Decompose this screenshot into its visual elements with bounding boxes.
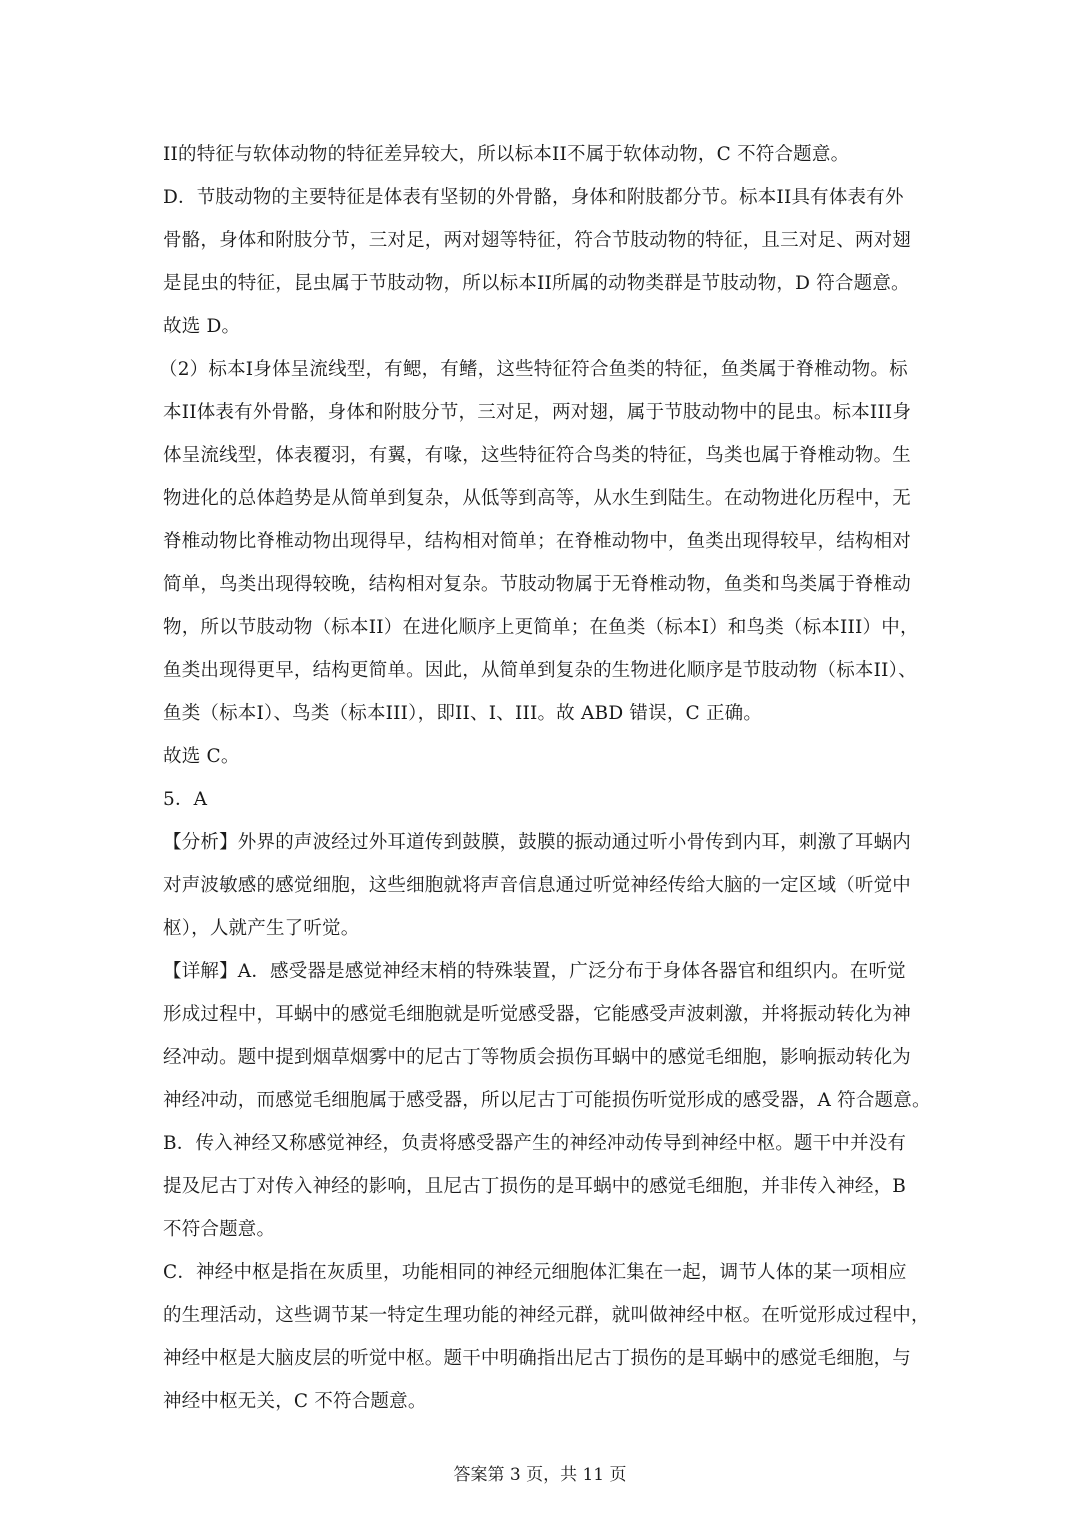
text-line: 故选 C。 <box>163 746 240 767</box>
question-number: 5．A <box>163 789 208 810</box>
page-footer: 答案第 3 页，共 11 页 <box>453 1465 627 1485</box>
text-line: 鱼类出现得更早，结构更简单。因此，从简单到复杂的生物进化顺序是节肢动物（标本II）、 <box>163 660 917 681</box>
text-line: 神经中枢无关，C 不符合题意。 <box>163 1391 427 1412</box>
text-line: 【分析】外界的声波经过外耳道传到鼓膜，鼓膜的振动通过听小骨传到内耳，刺激了耳蜗内 <box>163 832 912 853</box>
text-line: 提及尼古丁对传入神经的影响，且尼古丁损伤的是耳蜗中的感觉毛细胞，并非传入神经，B <box>163 1176 907 1197</box>
text-line: 枢），人就产生了听觉。 <box>163 918 360 939</box>
text-line: 物进化的总体趋势是从简单到复杂，从低等到高等，从水生到陆生。在动物进化历程中，无 <box>163 488 912 509</box>
text-line: 形成过程中，耳蜗中的感觉毛细胞就是听觉感受器，它能感受声波刺激，并将振动转化为神 <box>163 1004 912 1025</box>
text-line: 神经冲动，而感觉毛细胞属于感受器，所以尼古丁可能损伤听觉形成的感受器，A 符合题意。 <box>163 1090 931 1111</box>
text-line: 体呈流线型，体表覆羽，有翼，有喙，这些特征符合鸟类的特征，鸟类也属于脊椎动物。生 <box>163 445 912 466</box>
text-line: 骨骼，身体和附肢分节，三对足，两对翅等特征，符合节肢动物的特征，且三对足、两对翅 <box>163 230 912 251</box>
text-line: D．节肢动物的主要特征是体表有坚韧的外骨骼，身体和附肢都分节。标本II具有体表有外 <box>163 187 904 208</box>
text-line: 脊椎动物比脊椎动物出现得早，结构相对简单；在脊椎动物中，鱼类出现得较早，结构相对 <box>163 531 912 552</box>
text-line: 鱼类（标本I）、鸟类（标本III），即II、I、III。故 ABD 错误，C 正确。 <box>163 703 763 724</box>
text-line: 的生理活动，这些调节某一特定生理功能的神经元群，就叫做神经中枢。在听觉形成过程中， <box>163 1305 930 1326</box>
text-line: 本II体表有外骨骼，身体和附肢分节，三对足，两对翅，属于节肢动物中的昆虫。标本III身 <box>163 402 912 423</box>
text-line: 不符合题意。 <box>163 1219 276 1240</box>
answer-text-body <box>159 133 931 1423</box>
text-line: 对声波敏感的感觉细胞，这些细胞就将声音信息通过听觉神经传给大脑的一定区域（听觉中 <box>163 875 912 896</box>
text-line: 简单，鸟类出现得较晚，结构相对复杂。节肢动物属于无脊椎动物，鱼类和鸟类属于脊椎动 <box>163 574 912 595</box>
text-line: 经冲动。题中提到烟草烟雾中的尼古丁等物质会损伤耳蜗中的感觉毛细胞，影响振动转化为 <box>163 1047 912 1068</box>
text-line: 【详解】A．感受器是感觉神经末梢的特殊装置，广泛分布于身体各器官和组织内。在听觉 <box>163 961 906 982</box>
text-line: 物，所以节肢动物（标本II）在进化顺序上更简单；在鱼类（标本I）和鸟类（标本III）中， <box>163 617 919 638</box>
text-line: 故选 D。 <box>163 316 241 337</box>
text-line: II的特征与软体动物的特征差异较大，所以标本II不属于软体动物，C 不符合题意。 <box>163 144 850 165</box>
text-line: （2）标本I身体呈流线型，有鳃，有鳍，这些特征符合鱼类的特征，鱼类属于脊椎动物。标 <box>159 359 908 380</box>
text-line: B．传入神经又称感觉神经，负责将感受器产生的神经冲动传导到神经中枢。题干中并没有 <box>163 1133 907 1154</box>
text-line: 神经中枢是大脑皮层的听觉中枢。题干中明确指出尼古丁损伤的是耳蜗中的感觉毛细胞，与 <box>163 1348 912 1369</box>
text-line: 是昆虫的特征，昆虫属于节肢动物，所以标本II所属的动物类群是节肢动物，D 符合题意。 <box>163 273 910 294</box>
text-line: C．神经中枢是指在灰质里，功能相同的神经元细胞体汇集在一起，调节人体的某一项相应 <box>163 1262 907 1283</box>
